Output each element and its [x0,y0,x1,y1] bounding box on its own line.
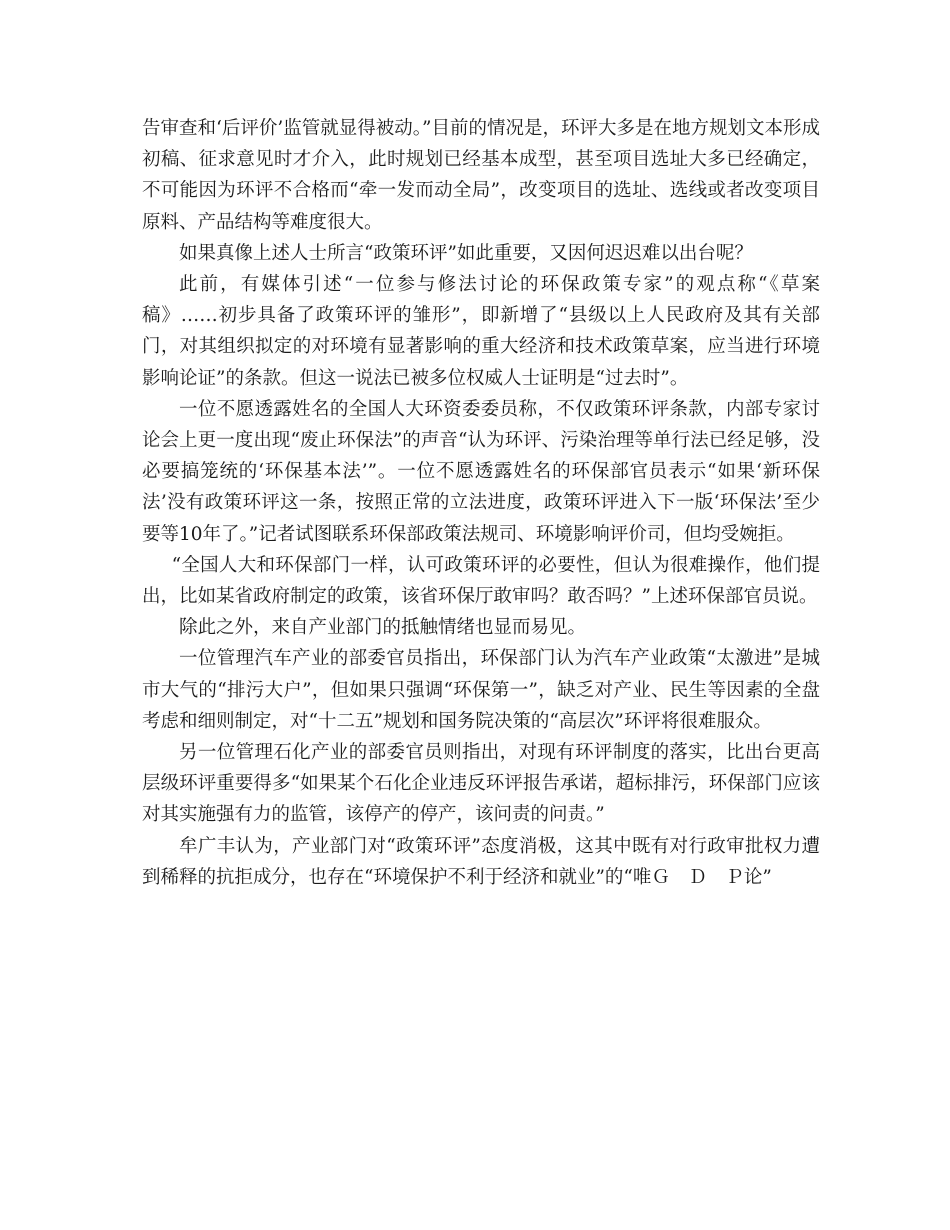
paragraph-auto-industry: 一位管理汽车产业的部委官员指出，环保部门认为汽车产业政策“太激进”是城市大气的“排污大户”，但如果只强调“环保第一”，缺乏对产业、民生等因素的全盘考虑和细则制定，对“十二五”规划和国务院决策的“高层次”环评将很难服众。 [142,648,820,732]
paragraph-official-quote: “全国人大和环保部门一样，认可政策环评的必要性，但认为很难操作，他们提出，比如某省政府制定的政策，该省环保厅敢审吗？敢否吗？”上述环保部官员说。 [142,554,820,608]
paragraph-petrochemical: 另一位管理石化产业的部委官员则指出，对现有环评制度的落实，比出台更高层级环评重要得多“如果某个石化企业违反环评报告承诺，超标排污，环保部门应该对其实施强有力的监管，该停产的停产，该问责的问责。” [142,742,820,826]
paragraph-npc-member: 一位不愿透露姓名的全国人大环资委委员称，不仅政策环评条款，内部专家讨论会上更一度出现“废止环保法”的声音“认为环评、污染治理等单行法已经足够，没必要搞笼统的‘环保基本法’”。一位不愿透露姓名的环保部官员表示“如果‘新环保法’没有政策环评这一条，按照正常的立法进度，政策环评进入下一版‘环保法’至少要等10年了。”记者试图联系环保部政策法规司、环境影响评价司，但均受婉拒。 [142,398,820,545]
paragraph-media-report: 此前，有媒体引述“一位参与修法讨论的环保政策专家”的观点称“《草案稿》……初步具备了政策环评的雏形”，即新增了“县级以上人民政府及其有关部门，对其组织拟定的对环境有显著影响的重大经济和技术政策草案，应当进行环境影响论证”的条款。但这一说法已被多位权威人士证明是“过去时”。 [142,274,820,389]
document-page [142,113,820,893]
paragraph-continuation: 告审查和‘后评价’监管就显得被动。”目前的情况是，环评大多是在地方规划文本形成初稿、征求意见时才介入，此时规划已经基本成型，甚至项目选址大多已经确定，不可能因为环评不合格而“牵一发而动全局”，改变项目的选址、选线或者改变项目原料、产品结构等难度很大。 [142,118,820,233]
paragraph-question: 如果真像上述人士所言“政策环评”如此重要，又因何迟迟难以出台呢？ [179,242,753,264]
paragraph-mou-guangfeng: 牟广丰认为，产业部门对“政策环评”态度消极，这其中既有对行政审批权力遭到稀释的抗拒成分，也存在“环境保护不利于经济和就业”的“唯Ｇ Ｄ Ｐ论” [142,835,820,888]
paragraph-industry-resistance: 除此之外，来自产业部门的抵触情绪也显而易见。 [179,617,587,639]
